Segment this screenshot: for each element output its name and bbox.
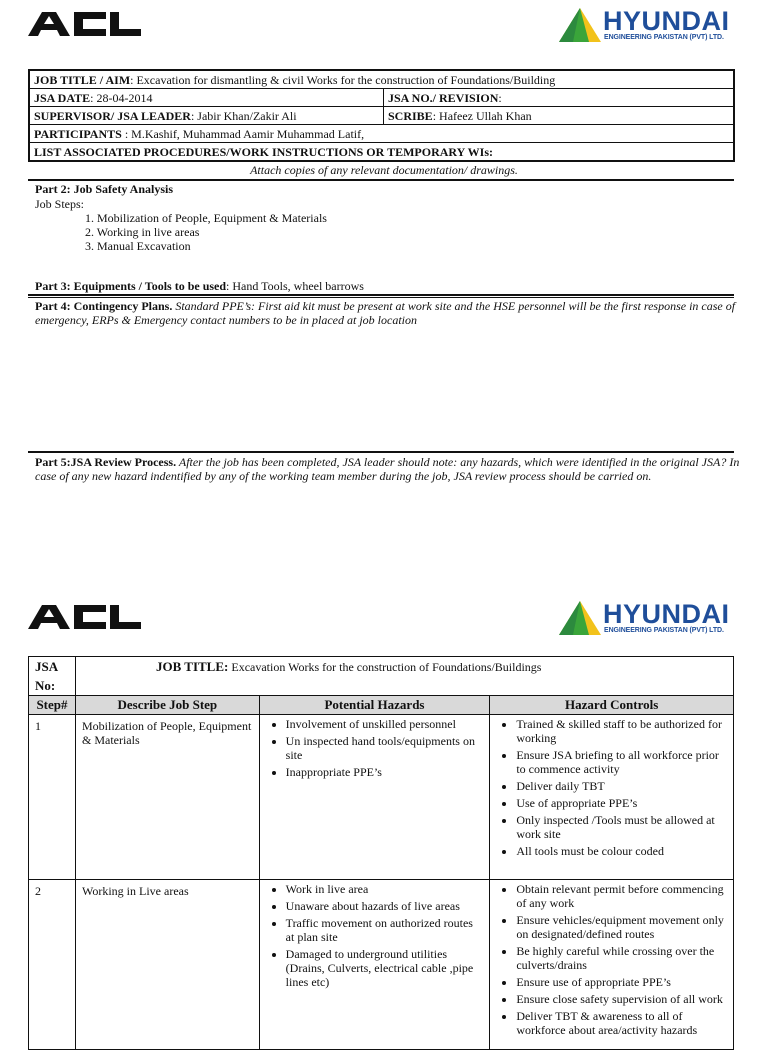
part4-line2: emergency, ERPs & Emergency contact numbers to be in placed at job location xyxy=(35,313,418,327)
list-item: • Inappropriate PPE’s xyxy=(286,765,484,779)
list-item: • Use of appropriate PPE’s xyxy=(516,796,727,810)
jsa-no-cell: JSA No: xyxy=(29,657,76,696)
hazards-cell xyxy=(259,715,490,880)
step-number: 1 xyxy=(29,715,76,880)
list-item: • Un inspected hand tools/equipments on site xyxy=(286,734,484,762)
controls-cell xyxy=(490,880,734,1050)
divider-line xyxy=(28,179,734,181)
step-description: Mobilization of People, Equipment & Materials xyxy=(75,715,259,880)
part5-line2: case of any new hazard indentified by any of the working team member during the job, JSA review process should be carried on. xyxy=(35,469,652,483)
scribe-cell: SCRIBE: Hafeez Ullah Khan xyxy=(384,107,735,125)
col-header-hazards: Potential Hazards xyxy=(259,696,490,715)
list-item: • Trained & skilled staff to be authorized for working xyxy=(516,717,727,745)
jsa-header-table xyxy=(28,69,735,162)
list-item: • Deliver daily TBT xyxy=(516,779,727,793)
hyundai-wordmark: HYUNDAI xyxy=(603,599,730,629)
step-description: Working in Live areas xyxy=(75,880,259,1050)
acl-logo xyxy=(28,10,143,38)
acl-logo xyxy=(28,603,143,631)
procedures-cell: LIST ASSOCIATED PROCEDURES/WORK INSTRUCTIONS OR TEMPORARY WIs: xyxy=(29,143,734,162)
divider-line xyxy=(28,451,734,453)
hyundai-subtitle: ENGINEERING PAKISTAN (PVT) LTD. xyxy=(604,34,724,41)
hazards-cell xyxy=(259,880,490,1050)
step-number: 2 xyxy=(29,880,76,1050)
list-item: • Damaged to underground utilities (Drains, Culverts, electrical cable ,pipe lines etc) xyxy=(286,947,484,989)
list-item: • Ensure JSA briefing to all workforce prior to commence activity xyxy=(516,748,727,776)
list-item: • Ensure use of appropriate PPE’s xyxy=(516,975,727,989)
job-title-cell: JOB TITLE / AIM: Excavation for dismantling & civil Works for the construction of Foundations/Building xyxy=(29,70,734,89)
list-item: • Only inspected /Tools must be allowed at work site xyxy=(516,813,727,841)
job-title-cell: JOB TITLE: Excavation Works for the construction of Foundations/Buildings xyxy=(75,657,733,696)
supervisor-cell: SUPERVISOR/ JSA LEADER: Jabir Khan/Zakir Ali xyxy=(29,107,384,125)
list-item: • Traffic movement on authorized routes at plan site xyxy=(286,916,484,944)
col-header-step: Step# xyxy=(29,696,76,715)
controls-cell xyxy=(490,715,734,880)
list-item: • Ensure vehicles/equipment movement only on designated/defined routes xyxy=(516,913,727,941)
hyundai-wordmark: HYUNDAI xyxy=(603,6,730,36)
part5-line1: Part 5:JSA Review Process. After the job has been completed, JSA leader should note: any hazards, which were identified in the original JSA? In xyxy=(35,455,740,469)
jsa-no-cell: JSA NO./ REVISION: xyxy=(384,89,735,107)
divider-line xyxy=(28,297,734,298)
col-header-controls: Hazard Controls xyxy=(490,696,734,715)
attach-note: Attach copies of any relevant documentation/ drawings. xyxy=(250,163,518,177)
col-header-job-step: Describe Job Step xyxy=(75,696,259,715)
list-item: • Be highly careful while crossing over the culverts/drains xyxy=(516,944,727,972)
job-step-item: 2. Working in live areas xyxy=(85,225,200,239)
participants-cell: PARTICIPANTS : M.Kashif, Muhammad Aamir Muhammad Latif, xyxy=(29,125,734,143)
list-item: • Ensure close safety supervision of all work xyxy=(516,992,727,1006)
list-item: • Work in live area xyxy=(286,882,484,896)
divider-line xyxy=(28,294,734,296)
table-row xyxy=(29,715,734,880)
list-item: • Involvement of unskilled personnel xyxy=(286,717,484,731)
table-row xyxy=(29,880,734,1050)
part2-title: Part 2: Job Safety Analysis xyxy=(35,182,173,196)
list-item: • Unaware about hazards of live areas xyxy=(286,899,484,913)
hyundai-triangle-icon xyxy=(559,601,601,635)
hyundai-subtitle: ENGINEERING PAKISTAN (PVT) LTD. xyxy=(604,627,724,634)
part3-line: Part 3: Equipments / Tools to be used: Hand Tools, wheel barrows xyxy=(35,279,364,293)
list-item: • Deliver TBT & awareness to all of workforce about area/activity hazards xyxy=(516,1009,727,1037)
list-item: • All tools must be colour coded xyxy=(516,844,727,858)
jsa-steps-table xyxy=(28,656,734,1050)
list-item: • Obtain relevant permit before commencing of any work xyxy=(516,882,727,910)
job-steps-label: Job Steps: xyxy=(35,197,85,211)
jsa-date-cell: JSA DATE: 28-04-2014 xyxy=(29,89,384,107)
job-step-item: 1. Mobilization of People, Equipment & Materials xyxy=(85,211,327,225)
hyundai-triangle-icon xyxy=(559,8,601,42)
part4-line1: Part 4: Contingency Plans. Standard PPE’s: First aid kit must be present at work site and the HSE personnel will be the first response in case of xyxy=(35,299,736,313)
job-step-item: 3. Manual Excavation xyxy=(85,239,191,253)
